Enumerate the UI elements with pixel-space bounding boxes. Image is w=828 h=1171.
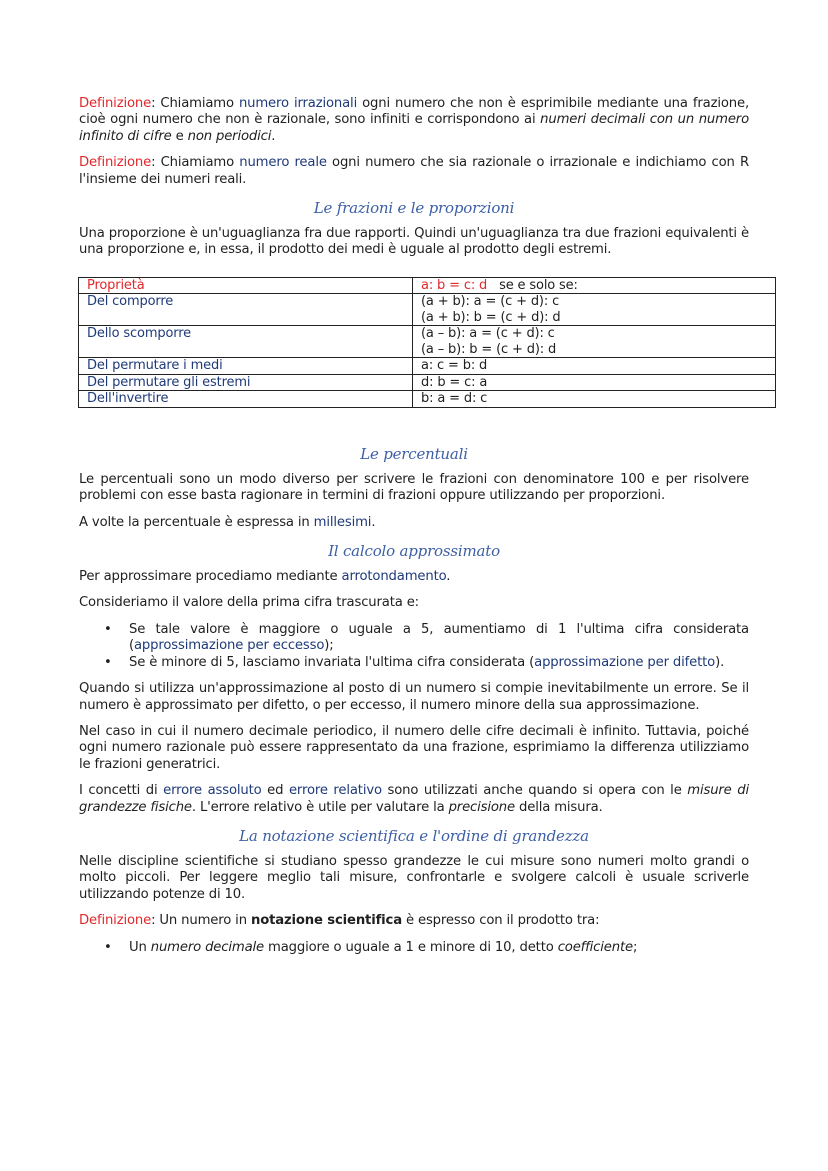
paragraph-periodic-decimal: Nel caso in cui il numero decimale periodico, il numero delle cifre decimali è infinito. Tuttavia, poiché ogni numero razionale può essere rappresentato da una frazione, esprimiamo la differenza utilizziamo le frazioni generatrici.	[79, 723, 749, 772]
term-approx-defect: approssimazione per difetto	[534, 654, 716, 670]
list-item: • Un numero decimale maggiore o uguale a 1 e minore di 10, detto coefficiente;	[104, 939, 638, 955]
heading-scientific-notation: La notazione scientifica e l'ordine di grandezza	[239, 826, 589, 845]
term-thousandths: millesimi	[313, 514, 372, 530]
document-page	[79, 96, 749, 966]
table-header-row	[79, 277, 776, 294]
table-row	[79, 294, 776, 326]
definition-irrational-numbers: Definizione: Chiamiamo numero irrazionali ogni numero che non è esprimibile mediante una frazione, cioè ogni numero che non è razionale, sono infiniti e corrispondono ai numeri decimali con un numero infinito di cifre e non periodici.	[79, 96, 749, 144]
paragraph-rounding: Per approssimare procediamo mediante arrotondamento.	[79, 569, 451, 585]
scientific-notation-list	[79, 940, 749, 956]
property-formula: a: c = b: d	[413, 358, 776, 375]
paragraph-first-digit: Consideriamo il valore della prima cifra trascurata e:	[79, 595, 419, 611]
term-real-number: numero reale	[239, 155, 327, 171]
property-name: Del permutare gli estremi	[79, 374, 413, 391]
definition-label: Definizione	[79, 96, 152, 111]
proportion-properties-table	[78, 277, 776, 408]
header-formula: a: b = c: d se e solo se:	[413, 277, 776, 294]
property-formula: b: a = d: c	[413, 391, 776, 408]
bullet-icon: •	[104, 621, 112, 637]
table-row	[79, 326, 776, 358]
definition-scientific-notation: Definizione: Un numero in notazione scientifica è espresso con il prodotto tra:	[79, 913, 600, 929]
property-name: Dello scomporre	[79, 326, 413, 358]
table-row	[79, 374, 776, 391]
term-relative-error: errore relativo	[288, 783, 382, 799]
property-name: Del comporre	[79, 294, 413, 326]
term-absolute-error: errore assoluto	[163, 783, 262, 799]
property-name: Dell'invertire	[79, 391, 413, 408]
property-formula: (a – b): a = (c + d): c (a – b): b = (c + d): d	[413, 326, 776, 358]
heading-percentages: Le percentuali	[360, 444, 468, 463]
table-row	[79, 358, 776, 375]
table-row	[79, 391, 776, 408]
property-formula: (a + b): a = (c + d): c (a + b): b = (c + d): d	[413, 294, 776, 326]
rounding-rules-list	[79, 622, 749, 671]
term-approx-excess: approssimazione per eccesso	[134, 638, 325, 654]
paragraph-proportion: Una proporzione è un'uguaglianza fra due rapporti. Quindi un'uguaglianza tra due frazioni equivalenti è una proporzione e, in essa, il prodotto dei medi è uguale al prodotto degli estremi.	[79, 226, 749, 258]
property-name: Del permutare i medi	[79, 358, 413, 375]
property-formula: d: b = c: a	[413, 374, 776, 391]
heading-fractions-proportions: Le frazioni e le proporzioni	[313, 199, 515, 218]
heading-approximate-calculation: Il calcolo approssimato	[328, 542, 500, 561]
definition-label: Definizione	[79, 913, 152, 929]
bullet-icon: •	[104, 939, 112, 955]
header-property: Proprietà	[79, 277, 413, 294]
paragraph-thousandths: A volte la percentuale è espressa in millesimi.	[79, 514, 376, 530]
list-item: • Se è minore di 5, lasciamo invariata l'ultima cifra considerata (approssimazione per difetto).	[104, 654, 725, 670]
term-scientific-notation: notazione scientifica	[250, 913, 402, 929]
paragraph-percentages: Le percentuali sono un modo diverso per scrivere le frazioni con denominatore 100 e per risolvere problemi con esse basta ragionare in termini di frazioni oppure utilizzando per proporzioni.	[79, 471, 749, 504]
list-item: • Se tale valore è maggiore o uguale a 5, aumentiamo di 1 l'ultima cifra considerata (approssimazione per eccesso);	[104, 621, 749, 654]
definition-label: Definizione	[79, 155, 152, 171]
bullet-icon: •	[104, 654, 112, 670]
term-irrational-number: numero irrazionali	[238, 96, 358, 111]
definition-real-numbers: Definizione: Chiamiamo numero reale ogni numero che sia razionale o irrazionale e indichiamo con R l'insieme dei numeri reali.	[79, 155, 749, 187]
paragraph-powers-of-ten: Nelle discipline scientifiche si studiano spesso grandezze le cui misure sono numeri molto grandi o molto piccoli. Per leggere meglio tali misure, confrontarle e svolgere calcoli è usuale scriverle utilizzando potenze di 10.	[79, 853, 749, 902]
paragraph-absolute-relative-error: I concetti di errore assoluto ed errore relativo sono utilizzati anche quando si opera con le misure di grandezze fisiche. L'errore relativo è utile per valutare la precisione della misura.	[79, 783, 749, 815]
paragraph-approximation-error: Quando si utilizza un'approssimazione al posto di un numero si compie inevitabilmente un errore. Se il numero è approssimato per difetto, o per eccesso, il numero minore della sua approssimazione.	[79, 681, 749, 713]
term-rounding: arrotondamento	[341, 569, 447, 585]
